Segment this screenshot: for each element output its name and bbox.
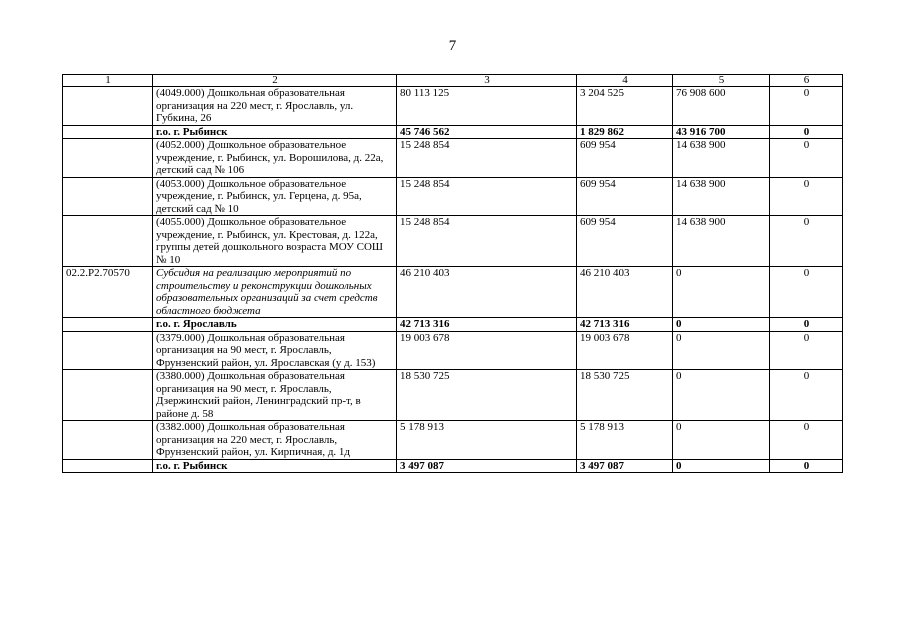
row-value-col5: 0 — [673, 421, 770, 460]
page-number: 7 — [448, 38, 457, 54]
table-row — [63, 318, 843, 332]
row-value-col5: 14 638 900 — [673, 177, 770, 216]
row-description: (3379.000) Дошкольная образовательная организация на 90 мест, г. Ярославль, Фрунзенский район, ул. Ярославская (у д. 153) — [153, 331, 397, 370]
row-total: 80 113 125 — [397, 87, 577, 126]
row-total: 3 497 087 — [397, 459, 577, 473]
row-value-col6: 0 — [770, 331, 843, 370]
row-code — [63, 421, 153, 460]
row-total: 45 746 562 — [397, 125, 577, 139]
row-code — [63, 459, 153, 473]
row-description: (4055.000) Дошкольное образовательное учреждение, г. Рыбинск, ул. Крестовая, д. 122а, группы детей дошкольного возраста МОУ СОШ № 10 — [153, 216, 397, 267]
budget-table — [62, 74, 843, 473]
row-value-col6: 0 — [770, 267, 843, 318]
row-value-col4: 46 210 403 — [577, 267, 673, 318]
row-total: 15 248 854 — [397, 139, 577, 178]
column-header: 4 — [577, 75, 673, 87]
table-row — [63, 216, 843, 267]
row-description: г.о. г. Ярославль — [153, 318, 397, 332]
row-description: (3382.000) Дошкольная образовательная организация на 220 мест, г. Ярославль, Фрунзенский район, ул. Кирпичная, д. 1д — [153, 421, 397, 460]
column-header: 5 — [673, 75, 770, 87]
row-total: 18 530 725 — [397, 370, 577, 421]
table-row — [63, 459, 843, 473]
row-value-col4: 19 003 678 — [577, 331, 673, 370]
row-value-col6: 0 — [770, 459, 843, 473]
row-value-col4: 3 204 525 — [577, 87, 673, 126]
row-code — [63, 216, 153, 267]
row-value-col4: 1 829 862 — [577, 125, 673, 139]
row-value-col4: 5 178 913 — [577, 421, 673, 460]
row-total: 19 003 678 — [397, 331, 577, 370]
row-total: 46 210 403 — [397, 267, 577, 318]
row-total: 15 248 854 — [397, 177, 577, 216]
row-description: (4049.000) Дошкольная образовательная организация на 220 мест, г. Ярославль, ул. Губкина, 26 — [153, 87, 397, 126]
table-row — [63, 267, 843, 318]
row-value-col6: 0 — [770, 421, 843, 460]
row-value-col5: 14 638 900 — [673, 139, 770, 178]
row-value-col5: 0 — [673, 267, 770, 318]
column-header: 2 — [153, 75, 397, 87]
row-description: (3380.000) Дошкольная образовательная организация на 90 мест, г. Ярославль, Дзержинский район, Ленинградский пр-т, в районе д. 58 — [153, 370, 397, 421]
column-header: 1 — [63, 75, 153, 87]
table-row — [63, 331, 843, 370]
row-value-col5: 43 916 700 — [673, 125, 770, 139]
table-row — [63, 125, 843, 139]
row-code — [63, 370, 153, 421]
row-total: 15 248 854 — [397, 216, 577, 267]
row-description: Субсидия на реализацию мероприятий по строительству и реконструкции дошкольных образовательных организаций за счет средств областного бюджета — [153, 267, 397, 318]
row-value-col5: 0 — [673, 370, 770, 421]
row-total: 5 178 913 — [397, 421, 577, 460]
row-code — [63, 177, 153, 216]
column-header: 6 — [770, 75, 843, 87]
row-value-col5: 76 908 600 — [673, 87, 770, 126]
row-value-col6: 0 — [770, 318, 843, 332]
row-value-col5: 0 — [673, 331, 770, 370]
row-code — [63, 331, 153, 370]
row-code: 02.2.P2.70570 — [63, 267, 153, 318]
row-code — [63, 139, 153, 178]
row-value-col4: 609 954 — [577, 216, 673, 267]
table-row — [63, 87, 843, 126]
row-description: г.о. г. Рыбинск — [153, 459, 397, 473]
row-value-col4: 3 497 087 — [577, 459, 673, 473]
row-code — [63, 318, 153, 332]
row-description: г.о. г. Рыбинск — [153, 125, 397, 139]
row-code — [63, 87, 153, 126]
row-value-col5: 14 638 900 — [673, 216, 770, 267]
row-value-col5: 0 — [673, 318, 770, 332]
row-value-col6: 0 — [770, 370, 843, 421]
row-code — [63, 125, 153, 139]
row-value-col6: 0 — [770, 125, 843, 139]
table-row — [63, 177, 843, 216]
row-value-col6: 0 — [770, 177, 843, 216]
row-value-col4: 42 713 316 — [577, 318, 673, 332]
row-value-col4: 609 954 — [577, 139, 673, 178]
row-description: (4052.000) Дошкольное образовательное учреждение, г. Рыбинск, ул. Ворошилова, д. 22а, детский сад № 106 — [153, 139, 397, 178]
row-total: 42 713 316 — [397, 318, 577, 332]
table-row — [63, 370, 843, 421]
row-value-col6: 0 — [770, 139, 843, 178]
row-value-col4: 18 530 725 — [577, 370, 673, 421]
table-row — [63, 139, 843, 178]
row-description: (4053.000) Дошкольное образовательное учреждение, г. Рыбинск, ул. Герцена, д. 95а, детский сад № 10 — [153, 177, 397, 216]
row-value-col6: 0 — [770, 216, 843, 267]
table-row — [63, 421, 843, 460]
column-header: 3 — [397, 75, 577, 87]
column-number-row — [63, 75, 843, 87]
row-value-col4: 609 954 — [577, 177, 673, 216]
row-value-col6: 0 — [770, 87, 843, 126]
row-value-col5: 0 — [673, 459, 770, 473]
